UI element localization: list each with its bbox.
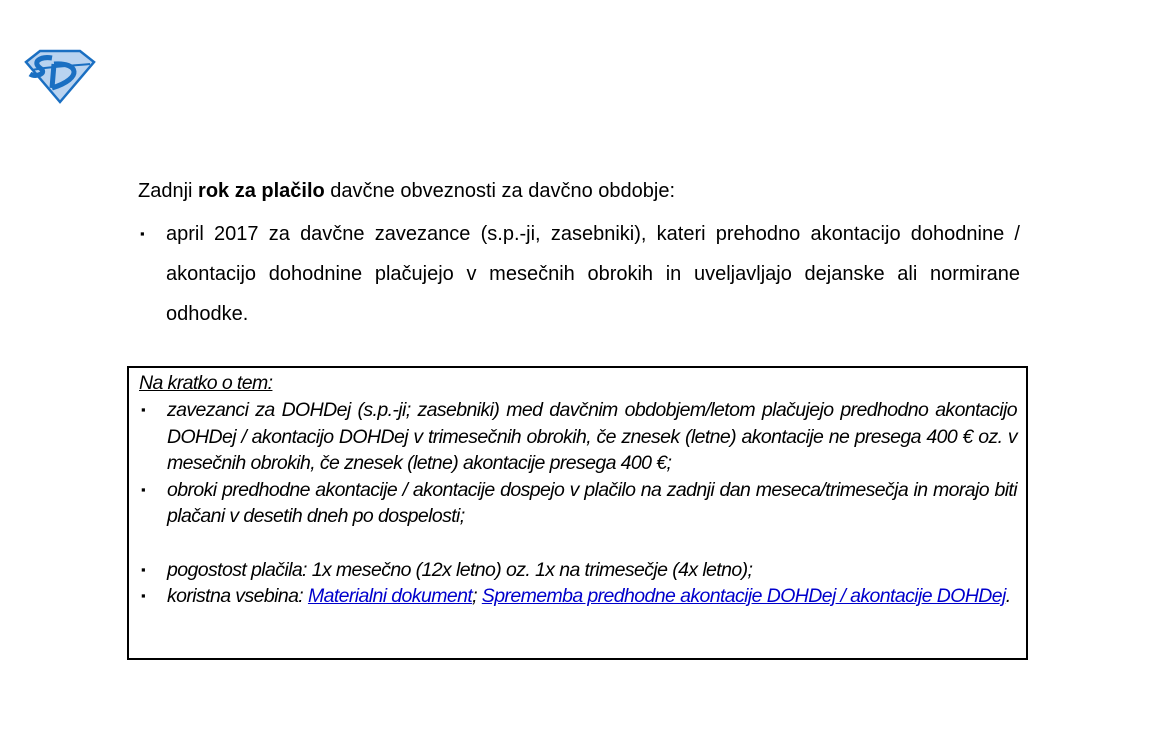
item-text: zavezanci za DOHDej (s.p.-ji; zasebniki) med davčnim obdobjem/letom plačujejo predhodno akontacijo DOHDej / akontacijo DOHDej v trimesečnih obrokih, če znesek (letne) akontacije ne presega 400 € oz. v mesečnih obrokih, če znesek (letne) akontacije presega 400 €;: [167, 399, 1017, 474]
lead-text: Zadnji: [138, 180, 199, 202]
intro-lead: [138, 176, 1020, 206]
link-sprememba-akontacije[interactable]: Sprememba predhodne akontacije DOHDej / akontacije DOHDej: [481, 585, 1006, 607]
link-materialni-dokument[interactable]: Materialni dokument: [307, 585, 473, 607]
bullet-text: april 2017 za davčne zavezance (s.p.-ji, zasebniki), kateri prehodno akontacijo dohodnine / akontacijo dohodnine plačujejo v mesečnih obrokih in uveljavljajo dejanske ali normirane odhodke.: [166, 223, 1020, 325]
bullet-icon: ▪: [141, 481, 146, 497]
list-item: [139, 477, 1017, 530]
summary-box: [127, 366, 1028, 660]
list-item: [139, 397, 1017, 477]
item-text: pogostost plačila: 1x mesečno (12x letno) oz. 1x na trimesečje (4x letno);: [167, 558, 753, 581]
intro-section: [138, 176, 1020, 334]
lead-text-end: davčne obveznosti za davčno obdobje:: [324, 180, 675, 202]
item-text: obroki predhodne akontacije / akontacije dospejo v plačilo na zadnji dan meseca/trimesečja in morajo biti plačani v desetih dneh po dospelosti;: [167, 478, 1017, 527]
list-item: [139, 583, 1017, 610]
bullet-icon: ▪: [140, 226, 145, 241]
separator: ;: [472, 585, 482, 607]
bullet-icon: ▪: [141, 561, 146, 577]
sd-logo: [22, 48, 96, 104]
bullet-icon: ▪: [141, 402, 146, 417]
box-title: Na kratko o tem:: [139, 372, 273, 394]
lead-bold: rok za plačilo: [198, 180, 325, 202]
list-item: [138, 214, 1020, 334]
end-period: .: [1005, 585, 1011, 607]
useful-label: koristna vsebina:: [167, 585, 308, 607]
bullet-icon: ▪: [141, 588, 146, 603]
list-item: [139, 557, 1017, 584]
